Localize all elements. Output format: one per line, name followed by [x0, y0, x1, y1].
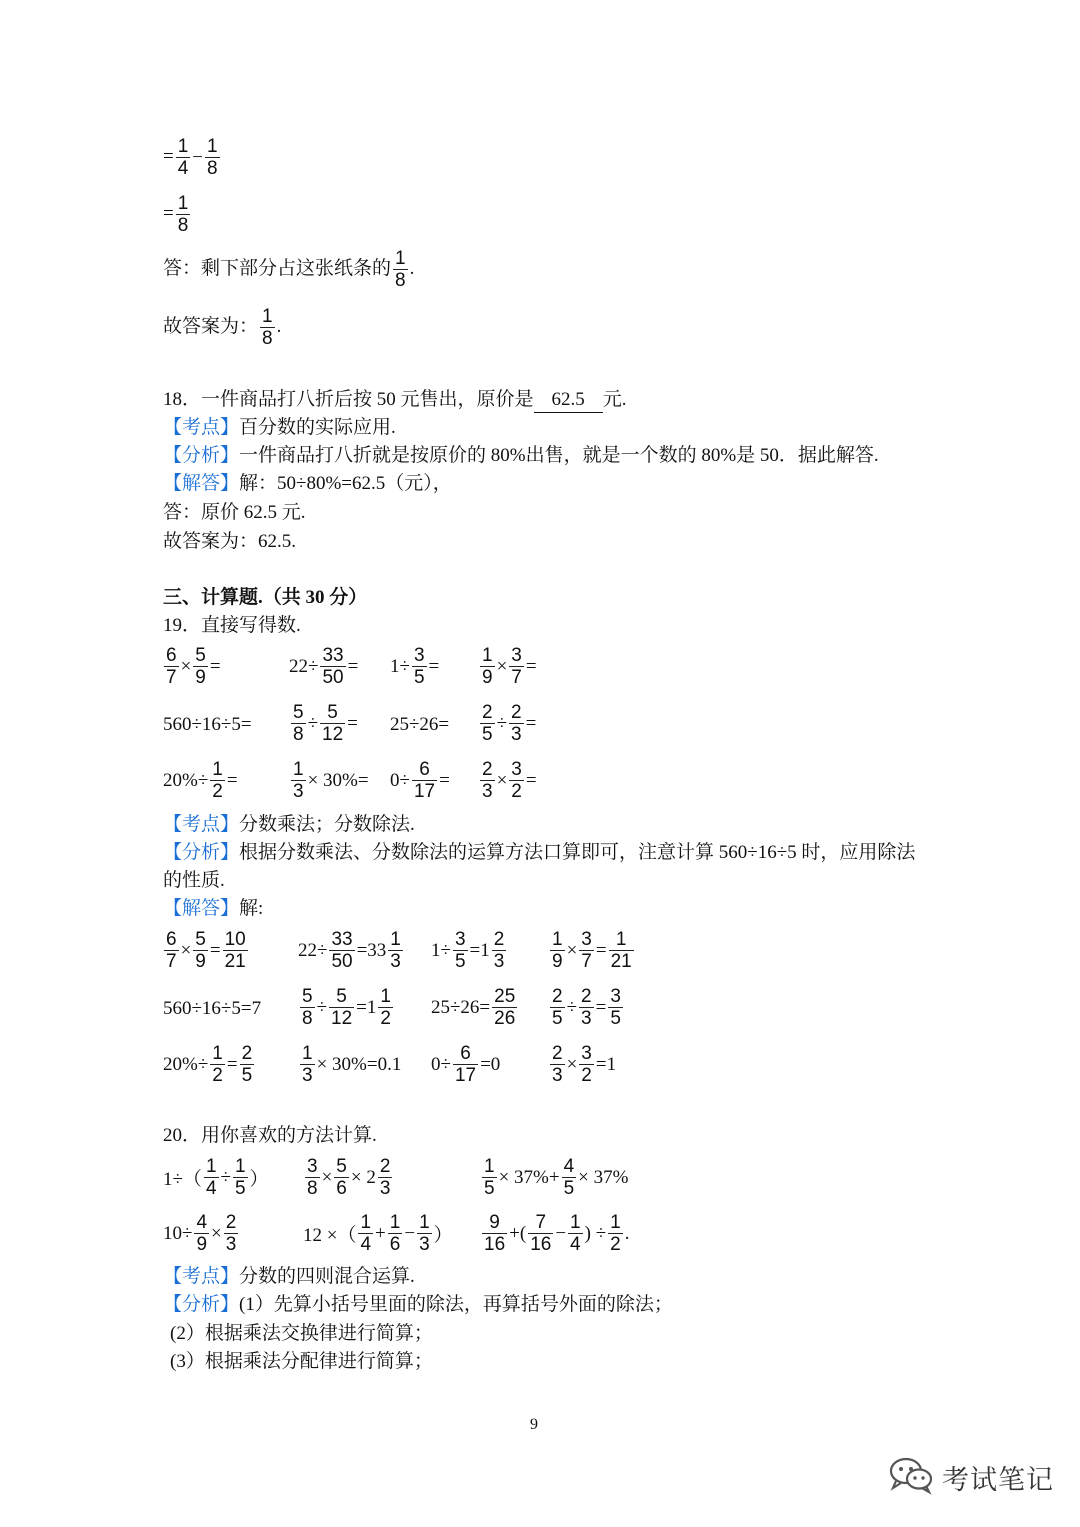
fraction: $\frac{25}{26}$	[494, 986, 516, 1029]
final-text: 故答案为：	[163, 315, 259, 337]
fraction: $\frac{4}{5}$	[563, 1156, 575, 1199]
fraction: $\frac{6}{7}$	[166, 929, 177, 972]
jieda-tag: 【解答】	[163, 473, 240, 494]
fraction: $\frac{5}{12}$	[331, 986, 353, 1029]
q19-task-9: 20%÷ $\frac{1}{2}$ =	[163, 759, 238, 802]
answer-text: 答：剩下部分占这张纸条的	[163, 257, 392, 279]
kaodian-text: 分数的四则混合运算.	[239, 1266, 415, 1287]
q20-task-2: $\frac{3}{8}$ × $\frac{5}{6}$ × 2 $\frac{2}{3}$	[307, 1156, 391, 1199]
fraction: $\frac{1}{8}$	[177, 193, 189, 236]
fenxi-tag: 【分析】	[163, 445, 240, 466]
fraction: $\frac{3}{5}$	[413, 645, 425, 688]
q20-fenxi-3: (3）根据乘法分配律进行简算；	[170, 1351, 433, 1372]
fraction: $\frac{33}{50}$	[322, 645, 344, 688]
fraction: $\frac{5}{12}$	[322, 702, 344, 745]
calc-step-1	[163, 136, 222, 179]
equals-sign: =	[163, 145, 174, 167]
q20-task-3: $\frac{1}{5}$ × 37%+ $\frac{4}{5}$ × 37%	[484, 1156, 629, 1199]
kaodian-text: 分数乘法；分数除法.	[239, 814, 415, 835]
q19-solution-7: 25÷26= $\frac{25}{26}$	[431, 986, 516, 1029]
q20-task-1: 1÷（ $\frac{1}{4}$ ÷ $\frac{1}{5}$ ）	[163, 1156, 269, 1199]
q20-task-5: 12 ×（ $\frac{1}{4}$ + $\frac{1}{6}$ − $\frac{1}{3}$ ）	[303, 1212, 453, 1255]
question-text: 18．一件商品打八折后按 50 元售出，原价是	[163, 389, 534, 410]
q19-solution-12: $\frac{2}{3}$ × $\frac{3}{2}$ =1	[552, 1043, 617, 1086]
fraction: $\frac{1}{2}$	[212, 1043, 223, 1086]
fraction: $\frac{3}{2}$	[511, 759, 522, 802]
kaodian-tag: 【考点】	[163, 814, 240, 835]
fraction: $\frac{1}{2}$	[380, 986, 391, 1029]
fraction: $\frac{1}{4}$	[205, 1156, 217, 1199]
fenxi-tag: 【分析】	[163, 1294, 240, 1315]
watermark-text: 考试笔记	[942, 1465, 1054, 1496]
wechat-icon	[888, 1455, 934, 1500]
fraction: $\frac{1}{8}$	[262, 306, 273, 349]
fraction: $\frac{5}{9}$	[195, 929, 206, 972]
q18-answer: 答：原价 62.5 元.	[163, 502, 306, 523]
watermark	[888, 1455, 1054, 1500]
fraction: $\frac{1}{4}$	[177, 136, 189, 179]
fenxi-tag: 【分析】	[163, 842, 240, 863]
fraction: $\frac{9}{16}$	[484, 1212, 506, 1255]
fenxi-text: 根据分数乘法、分数除法的运算方法口算即可，注意计算 560÷16÷5 时，应用除法	[239, 842, 916, 863]
q19-solution-10: $\frac{1}{3}$ × 30%=0.1	[302, 1043, 402, 1086]
fraction: $\frac{6}{17}$	[454, 1043, 477, 1086]
fraction: $\frac{1}{6}$	[389, 1212, 401, 1255]
minus-sign: −	[192, 146, 204, 168]
fraction: $\frac{3}{7}$	[581, 929, 592, 972]
q19-task-3: 1÷ $\frac{3}{5}$ =	[390, 645, 440, 688]
q19-solution-6: $\frac{5}{8}$ ÷ $\frac{5}{12}$ =1 $\frac{1}{2}$	[302, 986, 391, 1029]
fraction: $\frac{2}{5}$	[482, 702, 493, 745]
fraction: $\frac{7}{16}$	[530, 1212, 552, 1255]
q20-task-6: $\frac{9}{16}$ +( $\frac{7}{16}$ − $\frac{1}{4}$ ) ÷ $\frac{1}{2}$ .	[484, 1212, 630, 1255]
fenxi-text: 一件商品打八折就是按原价的 80%出售，就是一个数的 80%是 50．据此解答.	[239, 445, 879, 466]
fraction: $\frac{3}{5}$	[454, 929, 466, 972]
fraction: $\frac{3}{8}$	[307, 1156, 318, 1199]
kaodian-tag: 【考点】	[163, 1266, 240, 1287]
q19-solution-2: 22÷ $\frac{33}{50}$ =33 $\frac{1}{3}$	[298, 929, 401, 972]
kaodian-tag: 【考点】	[163, 417, 240, 438]
q18-jieda	[163, 472, 452, 496]
calc-step-2	[163, 193, 192, 236]
q19-solution-5: 560÷16÷5=7	[163, 997, 262, 1019]
period: .	[276, 315, 282, 337]
fraction: $\frac{33}{50}$	[331, 929, 353, 972]
fenxi-text: (1）先算小括号里面的除法，再算括号外面的除法；	[239, 1294, 673, 1315]
fraction: $\frac{2}{5}$	[241, 1043, 253, 1086]
q20-title: 20．用你喜欢的方法计算.	[163, 1125, 377, 1146]
q20-kaodian	[163, 1265, 415, 1289]
q19-solution-1: $\frac{6}{7}$ × $\frac{5}{9}$ = $\frac{10}{21}$	[166, 929, 246, 972]
section-title: 三、计算题.（共 30 分）	[163, 587, 368, 608]
q19-solution-9: 20%÷ $\frac{1}{2}$ = $\frac{2}{5}$	[163, 1043, 253, 1086]
final-answer-line	[163, 306, 281, 349]
q19-task-7: 25÷26=	[390, 713, 450, 735]
period: .	[409, 257, 415, 279]
q19-task-1: $\frac{6}{7}$ × $\frac{5}{9}$ =	[166, 645, 221, 688]
fraction: $\frac{1}{4}$	[360, 1212, 372, 1255]
fraction: $\frac{1}{2}$	[212, 759, 223, 802]
fraction: $\frac{1}{5}$	[484, 1156, 495, 1199]
q19-fenxi	[163, 841, 915, 865]
kaodian-text: 百分数的实际应用.	[239, 417, 396, 438]
fraction: $\frac{2}{3}$	[552, 1043, 563, 1086]
q19-solution-4: $\frac{1}{9}$ × $\frac{3}{7}$ = $\frac{1}{21}$	[552, 929, 632, 972]
fraction: $\frac{1}{4}$	[570, 1212, 581, 1255]
q19-title: 19．直接写得数.	[163, 615, 301, 636]
q19-task-5: 560÷16÷5=	[163, 713, 252, 735]
q19-solution-8: $\frac{2}{5}$ ÷ $\frac{2}{3}$ = $\frac{3}{5}$	[552, 986, 621, 1029]
fraction: $\frac{6}{7}$	[166, 645, 177, 688]
fraction: $\frac{5}{6}$	[336, 1156, 347, 1199]
q19-jieda	[163, 897, 263, 921]
fraction: $\frac{1}{3}$	[419, 1212, 430, 1255]
q18-fenxi	[163, 444, 879, 468]
page-number: 9	[530, 1416, 538, 1433]
fraction: $\frac{6}{17}$	[413, 759, 436, 802]
fraction: $\frac{2}{5}$	[552, 986, 563, 1029]
answer-blank: 62.5	[534, 388, 603, 413]
fraction: $\frac{2}{3}$	[493, 929, 505, 972]
q19-solution-3: 1÷ $\frac{3}{5}$ =1 $\frac{2}{3}$	[431, 929, 505, 972]
jieda-text: 解：50÷80%=62.5（元），	[239, 473, 452, 494]
q19-task-2: 22÷ $\frac{33}{50}$ =	[289, 645, 359, 688]
q19-task-4: $\frac{1}{9}$ × $\frac{3}{7}$ =	[482, 645, 537, 688]
fraction: $\frac{5}{9}$	[195, 645, 206, 688]
fraction: $\frac{2}{3}$	[225, 1212, 237, 1255]
q19-task-12: $\frac{2}{3}$ × $\frac{3}{2}$ =	[482, 759, 537, 802]
q20-fenxi-2: (2）根据乘法交换律进行简算；	[170, 1323, 433, 1344]
fraction: $\frac{1}{21}$	[610, 929, 632, 972]
q18-kaodian	[163, 416, 396, 440]
q19-task-10: $\frac{1}{3}$ × 30%=	[293, 759, 369, 802]
answer-line	[163, 248, 414, 291]
fraction: $\frac{2}{3}$	[379, 1156, 391, 1199]
fraction: $\frac{3}{2}$	[581, 1043, 592, 1086]
fraction: $\frac{1}{5}$	[234, 1156, 246, 1199]
fraction: $\frac{1}{2}$	[610, 1212, 621, 1255]
fraction: $\frac{2}{3}$	[511, 702, 522, 745]
equals-sign: =	[163, 202, 174, 224]
fraction: $\frac{1}{3}$	[293, 759, 304, 802]
fraction: $\frac{1}{8}$	[207, 136, 218, 179]
fraction: $\frac{3}{7}$	[511, 645, 522, 688]
fraction: $\frac{2}{3}$	[581, 986, 592, 1029]
q19-fenxi-cont: 的性质.	[163, 870, 225, 891]
fraction: $\frac{1}{8}$	[395, 248, 406, 291]
fraction: $\frac{1}{3}$	[302, 1043, 313, 1086]
q20-task-4: 10÷ $\frac{4}{9}$ × $\frac{2}{3}$	[163, 1212, 237, 1255]
q19-solution-11: 0÷ $\frac{6}{17}$ =0	[431, 1043, 501, 1086]
q18-question	[163, 388, 627, 413]
q19-task-11: 0÷ $\frac{6}{17}$ =	[390, 759, 450, 802]
q18-final: 故答案为：62.5.	[163, 531, 297, 552]
fraction: $\frac{5}{8}$	[293, 702, 304, 745]
fraction: $\frac{10}{21}$	[224, 929, 246, 972]
q19-kaodian	[163, 813, 415, 837]
fraction: $\frac{1}{3}$	[390, 929, 401, 972]
fraction: $\frac{1}{9}$	[482, 645, 493, 688]
jieda-text: 解:	[239, 898, 264, 919]
q19-task-6: $\frac{5}{8}$ ÷ $\frac{5}{12}$ =	[293, 702, 358, 745]
q19-task-8: $\frac{2}{5}$ ÷ $\frac{2}{3}$ =	[482, 702, 537, 745]
q20-fenxi	[163, 1293, 673, 1317]
jieda-tag: 【解答】	[163, 898, 240, 919]
fraction: $\frac{4}{9}$	[196, 1212, 208, 1255]
fraction: $\frac{5}{8}$	[302, 986, 313, 1029]
fraction: $\frac{2}{3}$	[482, 759, 493, 802]
fraction: $\frac{1}{9}$	[552, 929, 563, 972]
question-text-end: 元.	[602, 389, 627, 410]
fraction: $\frac{3}{5}$	[610, 986, 621, 1029]
